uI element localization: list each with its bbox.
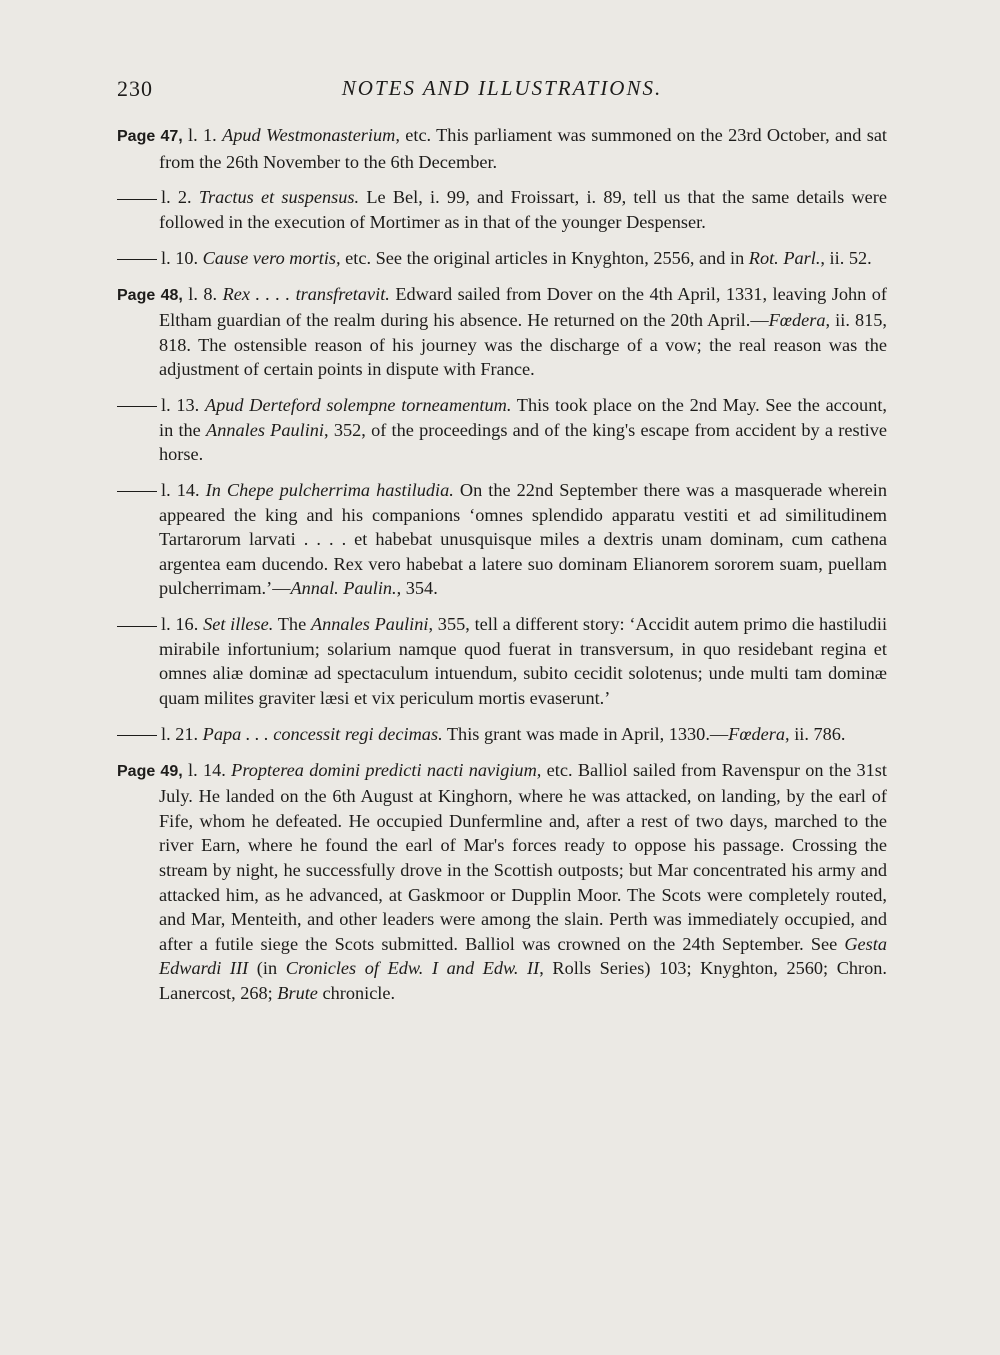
note-entry: [117, 282, 887, 382]
note-entry: [117, 758, 887, 1006]
note-entry: [117, 722, 887, 747]
note-body: etc. See the original articles in Knyghton, 2556, and in Rot. Parl., ii. 52.: [340, 247, 872, 268]
note-page-ref: Page 47,: [117, 128, 183, 145]
ditto-dash: [117, 735, 157, 736]
note-lemma: Set illese.: [203, 614, 274, 635]
ditto-dash: [117, 259, 157, 260]
note-body: Le Bel, i. 99, and Froissart, i. 89, tell us that the same details were followed in the execution of Mortimer as in that of the younger Despenser.: [159, 187, 887, 232]
note-body: This took place on the 2nd May. See the account, in the Annales Paulini, 352, of the proceedings and of the king's escape from accident by a restive horse.: [159, 395, 887, 465]
note-line-ref: l. 2.: [161, 187, 192, 208]
note-body: etc. This parliament was summoned on the 23rd October, and sat from the 26th November to the 6th December.: [159, 125, 888, 172]
note-entry: [117, 185, 887, 234]
note-lemma: Tractus et suspensus.: [198, 187, 360, 208]
ditto-dash: [117, 406, 157, 407]
note-lemma: In Chepe pulcherrima hastiludia.: [205, 480, 454, 501]
note-line-ref: l. 13.: [161, 395, 200, 416]
ditto-dash: [117, 626, 157, 627]
note-lemma: Apud Derteford solempne torneamentum.: [204, 395, 512, 416]
page-number: 230: [117, 76, 153, 101]
note-entry: [117, 393, 887, 467]
ditto-dash: [117, 491, 157, 492]
note-line-ref: l. 10.: [161, 247, 199, 268]
note-body: Edward sailed from Dover on the 4th April, 1331, leaving John of Eltham guardian of the realm during his absence. He returned on the 20th April.—Fœdera, ii. 815, 818. The ostensible reason of his journey was the discharge of a vow; the real reason was the adjustment of certain points in dispute with France.: [159, 283, 887, 380]
note-line-ref: l. 14.: [188, 759, 226, 780]
note-entry: [117, 246, 887, 271]
note-line-ref: l. 21.: [161, 723, 199, 744]
note-body: The Annales Paulini, 355, tell a different story: ‘Accidit autem primo die hastiludii mirabile infortunium; solarium namque quod fuerat in transversum, in quo residebant regina et omnes aliæ dominæ ad spectaculum intuendum, subito cecidit solotenus; unde multi tam dominæ quam milites graviter læsi et vix periculum mortis evaserunt.’: [159, 614, 888, 708]
note-line-ref: l. 14.: [161, 480, 200, 501]
note-lemma: Apud Westmonasterium,: [222, 125, 400, 145]
note-body: On the 22nd September there was a masquerade wherein appeared the king and his companions ‘omnes splendido apparatu vestiti et ad similitudinem Tartarorum larvati . . . . et habebat unusquisque miles a dextris unam dominam, cum cathena argentea eam ducendo. Rex vero habebat a latere suo dominam Elianorem sororem suam, puellam pulcherrimam.’—Annal. Paulin., 354.: [159, 480, 887, 599]
note-page-ref: Page 49,: [117, 762, 183, 780]
note-lemma: Cause vero mortis,: [202, 247, 341, 268]
note-entry: [117, 612, 887, 710]
note-line-ref: l. 8.: [188, 283, 218, 304]
note-body: This grant was made in April, 1330.—Fœdera, ii. 786.: [442, 723, 846, 744]
note-page-ref: Page 48,: [117, 286, 183, 304]
running-head: [117, 76, 887, 110]
notes-list: [117, 123, 887, 1017]
note-body: etc. Balliol sailed from Ravenspur on the 31st July. He landed on the 6th August at Kinghorn, where he was attacked, on landing, by the earl of Fife, whom he defeated. He occupied Dunfermline and, after a rest of two days, marched to the river Earn, where he found the earl of Mar's forces ready to oppose his passage. Crossing the stream by night, he successfully drove in the Scottish outposts; but Mar concentrated his army and attacked him, as he advanced, at Gaskmoor or Dupplin Moor. The Scots were completely routed, and Mar, Menteith, and other leaders were among the slain. Perth was immediately occupied, and after a futile siege the Scots submitted. Balliol was crowned on the 24th September. See Gesta Edwardi III (in Cronicles of Edw. I and Edw. II, Rolls Series) 103; Knyghton, 2560; Chron. Lanercost, 268; Brute chronicle.: [159, 759, 887, 1003]
note-line-ref: l. 1.: [188, 125, 217, 145]
ditto-dash: [117, 199, 157, 200]
note-entry: [117, 478, 887, 601]
note-lemma: Papa . . . concessit regi decimas.: [202, 723, 443, 744]
note-lemma: Propterea domini predicti nacti navigium,: [231, 759, 542, 780]
note-line-ref: l. 16.: [161, 614, 199, 635]
running-title: NOTES AND ILLUSTRATIONS.: [341, 76, 663, 100]
note-lemma: Rex . . . . transfretavit.: [222, 283, 390, 304]
note-entry: [117, 123, 887, 174]
